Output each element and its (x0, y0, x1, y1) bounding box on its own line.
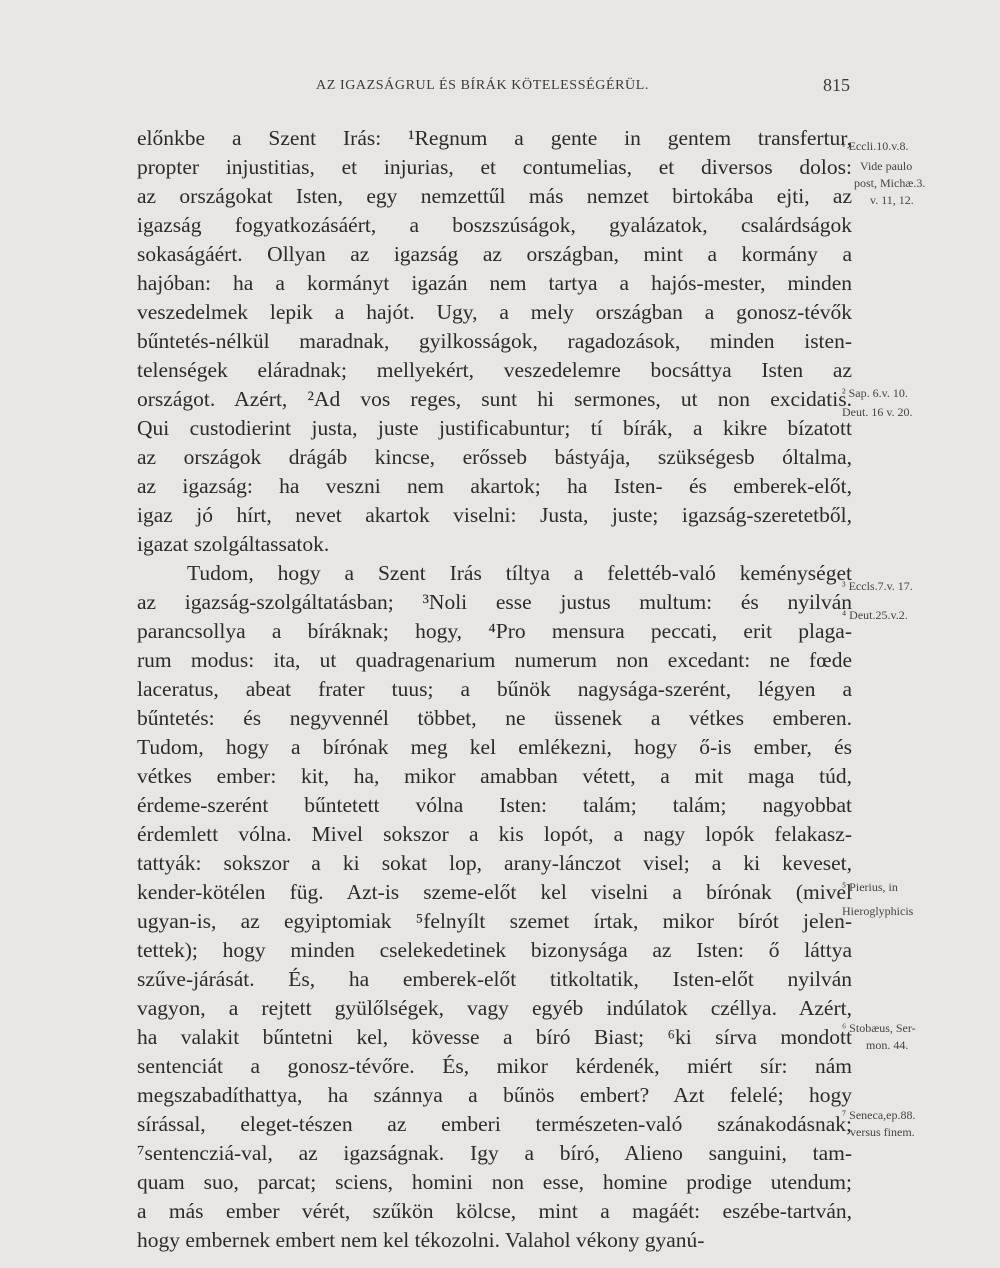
text-line: tattyák: sokszor a ki sokat lop, arany-lánczot visel; a ki keveset, (137, 851, 852, 875)
margin-note: ⁶ Stobæus, Ser- (842, 1021, 916, 1035)
text-line: telenségek eláradnak; mellyekért, veszedelemre bocsáttya Isten az (137, 358, 852, 382)
text-line: megszabadíthattya, ha szánnya a bűnös embert? Azt felelé; hogy (137, 1083, 852, 1107)
text-line: laceratus, abeat frater tuus; a bűnök nagysága-szerént, légyen a (137, 677, 852, 701)
text-line: sírással, eleget-tészen az emberi természeten-való szánakodásnak; (137, 1112, 852, 1136)
margin-note: post, Michæ.3. (854, 176, 926, 190)
running-header (130, 75, 850, 102)
text-line: Tudom, hogy a bírónak meg kel emlékezni, hogy ő-is ember, és (137, 735, 852, 759)
text-line: érdemlett vólna. Mivel sokszor a kis lopót, a nagy lopók felakasz- (137, 822, 852, 846)
text-line: ugyan-is, az egyiptomiak ⁵felnyílt szemet írtak, mikor bírót jelen- (137, 909, 852, 933)
margin-note: ⁴ Deut.25.v.2. (842, 608, 908, 622)
margin-note: ³ Eccls.7.v. 17. (842, 579, 913, 593)
text-line: igazság fogyatkozásáért, a boszszúságok, gyalázatok, csalárdságok (137, 213, 852, 237)
text-line: propter injustitias, et injurias, et contumelias, et diversos dolos: (137, 155, 852, 179)
text-line: ha valakit bűntetni kel, kövesse a bíró Biast; ⁶ki sírva mondott (137, 1025, 852, 1049)
text-line: kender-kötélen füg. Azt-is szeme-előt kel viselni a bírónak (mivel (137, 880, 852, 904)
text-line: hajóban: ha a kormányt igazán nem tartya a hajós-mester, minden (137, 271, 852, 295)
margin-note: ² Sap. 6.v. 10. (842, 386, 908, 400)
margin-note: ⁵ Pierius, in (842, 880, 898, 894)
text-line: rum modus: ita, ut quadragenarium numerum non excedant: ne fœde (137, 648, 852, 672)
text-line: igazat szolgáltassatok. (137, 532, 330, 556)
text-line: szűve-járását. És, ha emberek-előt titkoltatik, Isten-előt nyilván (137, 967, 852, 991)
text-line: az országok drágáb kincse, erősseb bástyája, szükségesb óltalma, (137, 445, 852, 469)
text-line: Qui custodierint justa, juste justificabuntur; tí bírák, a kikre bízatott (137, 416, 852, 440)
text-line: parancsollya a bíráknak; hogy, ⁴Pro mensura peccati, erit plaga- (137, 619, 852, 643)
text-line: előnkbe a Szent Irás: ¹Regnum a gente in gentem transfertur, (137, 126, 852, 150)
text-line: bűntetés: és negyvennél többet, ne üssenek a vétkes emberen. (137, 706, 852, 730)
body-text (137, 124, 852, 1255)
text-line: az országokat Isten, egy nemzettűl más nemzet birtokába ejti, az (137, 184, 852, 208)
margin-note: versus finem. (850, 1125, 915, 1139)
text-line: bűntetés-nélkül maradnak, gyilkosságok, ragadozások, minden isten- (137, 329, 852, 353)
margin-note: v. 11, 12. (870, 193, 914, 207)
text-line: a más ember vérét, szűkön kölcse, mint a magáét: eszébe-tartván, (137, 1199, 852, 1223)
text-line: vagyon, a rejtett gyülőlségek, vagy egyéb indúlatok czéllya. Azért, (137, 996, 852, 1020)
text-line: az igazság-szolgáltatásban; ³Noli esse justus multum: és nyilván (137, 590, 852, 614)
text-line: Tudom, hogy a Szent Irás tíltya a felettéb-való keménységet (187, 561, 852, 585)
text-line: veszedelmek lepik a hajót. Ugy, a mely országban a gonosz-tévők (137, 300, 852, 324)
text-line: az igazság: ha veszni nem akartok; ha Isten- és emberek-előt, (137, 474, 852, 498)
text-line: érdeme-szerént bűntetett vólna Isten: talám; talám; nagyobbat (137, 793, 852, 817)
margin-note: Hieroglyphicis (842, 904, 914, 918)
running-title: AZ IGAZSÁGRUL ÉS BÍRÁK KÖTELESSÉGÉRÜL. (316, 78, 649, 93)
text-line: ⁷sentencziá-val, az igazságnak. Igy a bíró, Alieno sanguini, tam- (137, 1141, 852, 1165)
text-line: országot. Azért, ²Ad vos reges, sunt hi sermones, ut non excidatis. (137, 387, 852, 411)
margin-note: Deut. 16 v. 20. (842, 405, 913, 419)
text-line: quam suo, parcat; sciens, homini non esse, homine prodige utendum; (137, 1170, 852, 1194)
text-line: vétkes ember: kit, ha, mikor amabban vétett, a mit maga túd, (137, 764, 852, 788)
margin-note: ⁷ Seneca,ep.88. (842, 1108, 916, 1122)
text-line: hogy embernek embert nem kel tékozolni. Valahol vékony gyanú- (137, 1228, 705, 1252)
page-number: 815 (823, 75, 850, 95)
margin-note: ¹ Eccli.10.v.8. (842, 139, 909, 153)
text-line: sokaságáért. Ollyan az igazság az országban, mint a kormány a (137, 242, 852, 266)
text-line: sentenciát a gonosz-tévőre. És, mikor kérdenék, miért sír: nám (137, 1054, 852, 1078)
text-line: tettek); hogy minden cselekedetinek bizonysága az Isten: ő láttya (137, 938, 852, 962)
text-line: igaz jó hírt, nevet akartok viselni: Justa, juste; igazság-szeretetből, (137, 503, 852, 527)
margin-note: mon. 44. (866, 1038, 909, 1052)
margin-note: Vide paulo (860, 159, 913, 173)
